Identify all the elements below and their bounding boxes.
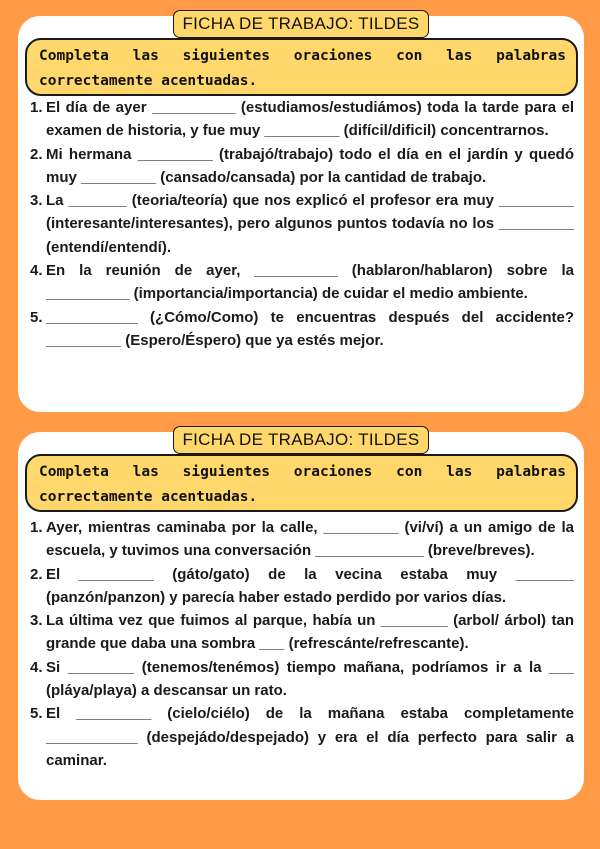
exercise-item (30, 702, 574, 772)
item-number: 4. (30, 262, 43, 280)
item-text: El día de ayer __________ (estudiamos/estudiámos) toda la tarde para el examen de historia, y fue muy _________ (difícil/dificil) concentrarnos. (46, 99, 574, 140)
item-number: 1. (30, 519, 43, 536)
exercise-item (30, 306, 574, 353)
item-number: 1. (30, 99, 43, 116)
item-number: 2. (30, 565, 43, 583)
item-text: La _______ (teoria/teoría) que nos explicó el profesor era muy _________ (interesante/interesantes), pero algunos puntos todavía no los _________ (entendí/entendí). (46, 192, 574, 256)
exercise-list (30, 96, 574, 352)
item-text: La última vez que fuimos al parque, había un ________ (arbol/ árbol) tan grande que daba una sombra ___ (refrescánte/refrescante). (46, 612, 574, 653)
worksheet-2 (18, 432, 584, 800)
item-text: ___________ (¿Cómo/Como) te encuentras después del accidente? _________ (Espero/Éspero) que ya estés mejor. (46, 308, 574, 349)
item-text: Si ________ (tenemos/tenémos) tiempo mañana, podríamos ir a la ___ (pláya/playa) a descansar un rato. (46, 658, 574, 700)
item-text: El _________ (gáto/gato) de la vecina estaba muy _______ (panzón/panzon) y parecía haber estado perdido por varios días. (46, 565, 574, 606)
item-text: Mi hermana _________ (trabajó/trabajo) todo el día en el jardín y quedó muy _________ (cansado/cansada) por la cantidad de trabajo. (46, 145, 574, 186)
exercise-item (30, 143, 574, 190)
instruction-box: Completa las siguientes oraciones con las palabras correctamente acentuadas. (25, 454, 578, 512)
item-number: 2. (30, 145, 43, 163)
exercise-item (30, 516, 574, 563)
worksheet-title: FICHA DE TRABAJO: TILDES (173, 10, 429, 38)
item-text: En la reunión de ayer, __________ (hablaron/hablaron) sobre la __________ (importancia/importancia) de cuidar el medio ambiente. (46, 262, 574, 303)
exercise-list (30, 516, 574, 772)
worksheet-title: FICHA DE TRABAJO: TILDES (173, 426, 429, 454)
exercise-item (30, 563, 574, 610)
exercise-item (30, 189, 574, 259)
exercise-item (30, 656, 574, 703)
exercise-item (30, 259, 574, 306)
instruction-box: Completa las siguientes oraciones con las palabras correctamente acentuadas. (25, 38, 578, 96)
exercise-item (30, 609, 574, 656)
worksheet-1 (18, 16, 584, 412)
item-text: El _________ (cielo/ciélo) de la mañana estaba completamente ___________ (despejádo/despejado) y era el día perfecto para salir a caminar. (46, 705, 574, 769)
item-number: 3. (30, 612, 43, 630)
item-number: 4. (30, 658, 43, 676)
item-number: 5. (30, 308, 43, 326)
item-text: Ayer, mientras caminaba por la calle, _________ (vi/ví) a un amigo de la escuela, y tuvimos una conversación _____________ (breve/breves). (46, 519, 574, 560)
item-number: 3. (30, 192, 43, 210)
exercise-item (30, 96, 574, 143)
item-number: 5. (30, 705, 43, 723)
